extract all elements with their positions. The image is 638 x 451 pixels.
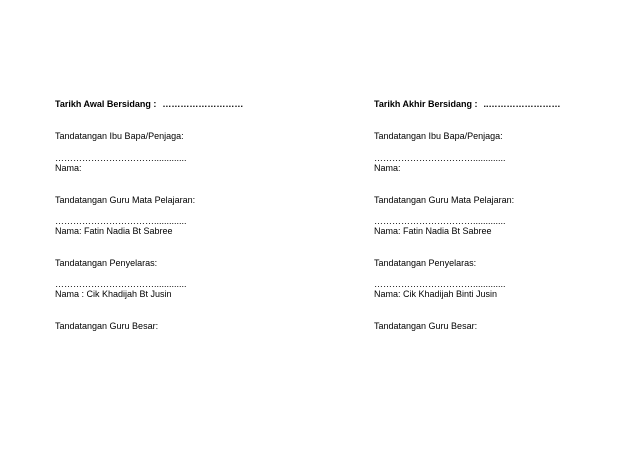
parent-signature-label: Tandatangan Ibu Bapa/Penjaga: [374, 131, 503, 141]
parent-signature-label: Tandatangan Ibu Bapa/Penjaga: [55, 131, 184, 141]
right-signature-column [374, 0, 624, 451]
parent-name: Nama: [55, 163, 82, 173]
subject-teacher-name: Nama: Fatin Nadia Bt Sabree [374, 226, 492, 236]
coordinator-signature-line: ……………………………............. [374, 279, 506, 289]
parent-name: Nama: [374, 163, 401, 173]
left-signature-column [55, 0, 305, 451]
coordinator-name: Nama: Cik Khadijah Binti Jusin [374, 289, 498, 299]
end-date-label: Tarikh Akhir Bersidang : [374, 99, 478, 109]
coordinator-signature-label: Tandatangan Penyelaras: [374, 258, 477, 268]
subject-teacher-signature-label: Tandatangan Guru Mata Pelajaran: [374, 195, 515, 205]
headmaster-signature-label: Tandatangan Guru Besar: [374, 321, 478, 331]
headmaster-signature-label: Tandatangan Guru Besar: [55, 321, 159, 331]
parent-signature-line: ……………………………............. [55, 153, 187, 163]
start-date-dots: ……………………… [162, 99, 244, 109]
coordinator-signature-line: ……………………………............. [55, 279, 187, 289]
subject-teacher-signature-line: ……………………………............. [55, 216, 187, 226]
start-date-header [55, 99, 243, 110]
end-date-dots: ..…………………… [483, 99, 561, 109]
coordinator-signature-label: Tandatangan Penyelaras: [55, 258, 158, 268]
parent-signature-line: ……………………………............. [374, 153, 506, 163]
subject-teacher-name: Nama: Fatin Nadia Bt Sabree [55, 226, 173, 236]
end-date-header [374, 99, 561, 110]
subject-teacher-signature-label: Tandatangan Guru Mata Pelajaran: [55, 195, 196, 205]
start-date-label: Tarikh Awal Bersidang : [55, 99, 157, 109]
subject-teacher-signature-line: ……………………………............. [374, 216, 506, 226]
coordinator-name: Nama : Cik Khadijah Bt Jusin [55, 289, 172, 299]
